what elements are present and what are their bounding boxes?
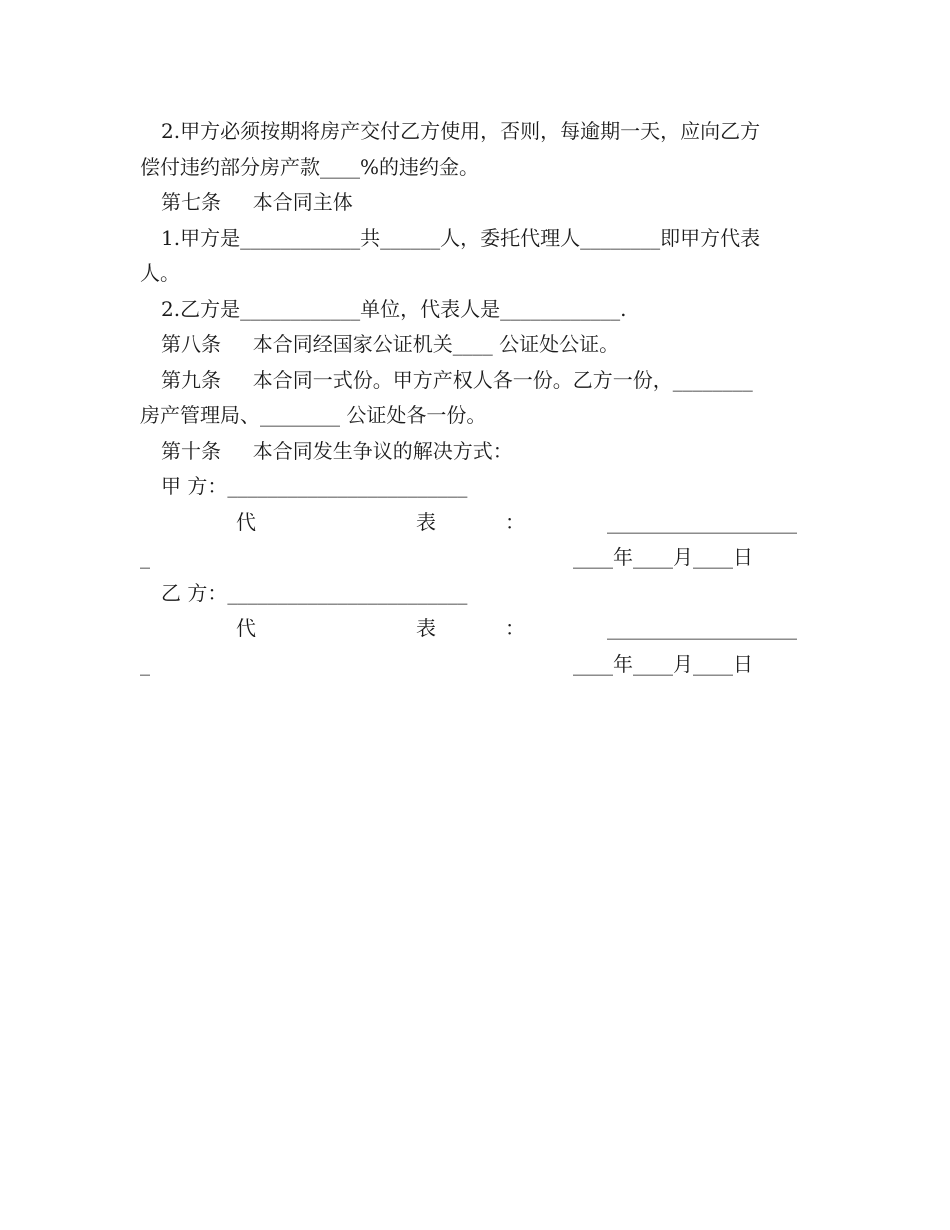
party-a-representative-line xyxy=(0,504,950,540)
party-b-trailing-blank: _ xyxy=(140,652,150,676)
clause-10-heading: 第十条 本合同发生争议的解决方式： xyxy=(161,439,513,463)
party-a-label: 甲 方：________________________ xyxy=(161,474,468,498)
party-a-date-line xyxy=(0,539,950,575)
clause-7-item-1-line-2: 人。 xyxy=(140,261,180,285)
party-b-rep-char-2: 表 xyxy=(416,616,436,640)
party-b-date: ____年____月____日 xyxy=(573,652,753,676)
party-b-representative-line xyxy=(0,610,950,646)
party-b-label: 乙 方：________________________ xyxy=(161,581,468,605)
party-a-rep-blank: ___________________ xyxy=(607,510,797,534)
party-a-trailing-blank: _ xyxy=(140,545,150,569)
party-b-rep-blank: ___________________ xyxy=(607,616,797,640)
party-a-date: ____年____月____日 xyxy=(573,545,753,569)
clause-9-line-2: 房产管理局、________ 公证处各一份。 xyxy=(140,403,487,427)
clause-6-item-2-line-2: 偿付违约部分房产款____%的违约金。 xyxy=(140,155,480,179)
clause-9-line-1: 第九条 本合同一式份。甲方产权人各一份。乙方一份，________ xyxy=(161,368,753,392)
party-b-rep-colon: ： xyxy=(505,616,525,640)
clause-7-heading: 第七条 本合同主体 xyxy=(161,190,353,214)
clause-8: 第八条 本合同经国家公证机关____ 公证处公证。 xyxy=(161,332,620,356)
clause-6-item-2-line-1: 2.甲方必须按期将房产交付乙方使用，否则，每逾期一天，应向乙方 xyxy=(161,119,761,143)
party-a-rep-char-1: 代 xyxy=(236,510,256,534)
party-a-rep-char-2: 表 xyxy=(416,510,436,534)
party-b-date-line xyxy=(0,646,950,682)
party-a-rep-colon: ： xyxy=(505,510,525,534)
clause-7-item-1-line-1: 1.甲方是____________共______人，委托代理人________即甲方代表 xyxy=(161,226,761,250)
clause-7-item-2: 2.乙方是____________单位，代表人是____________. xyxy=(161,297,627,321)
party-b-rep-char-1: 代 xyxy=(236,616,256,640)
